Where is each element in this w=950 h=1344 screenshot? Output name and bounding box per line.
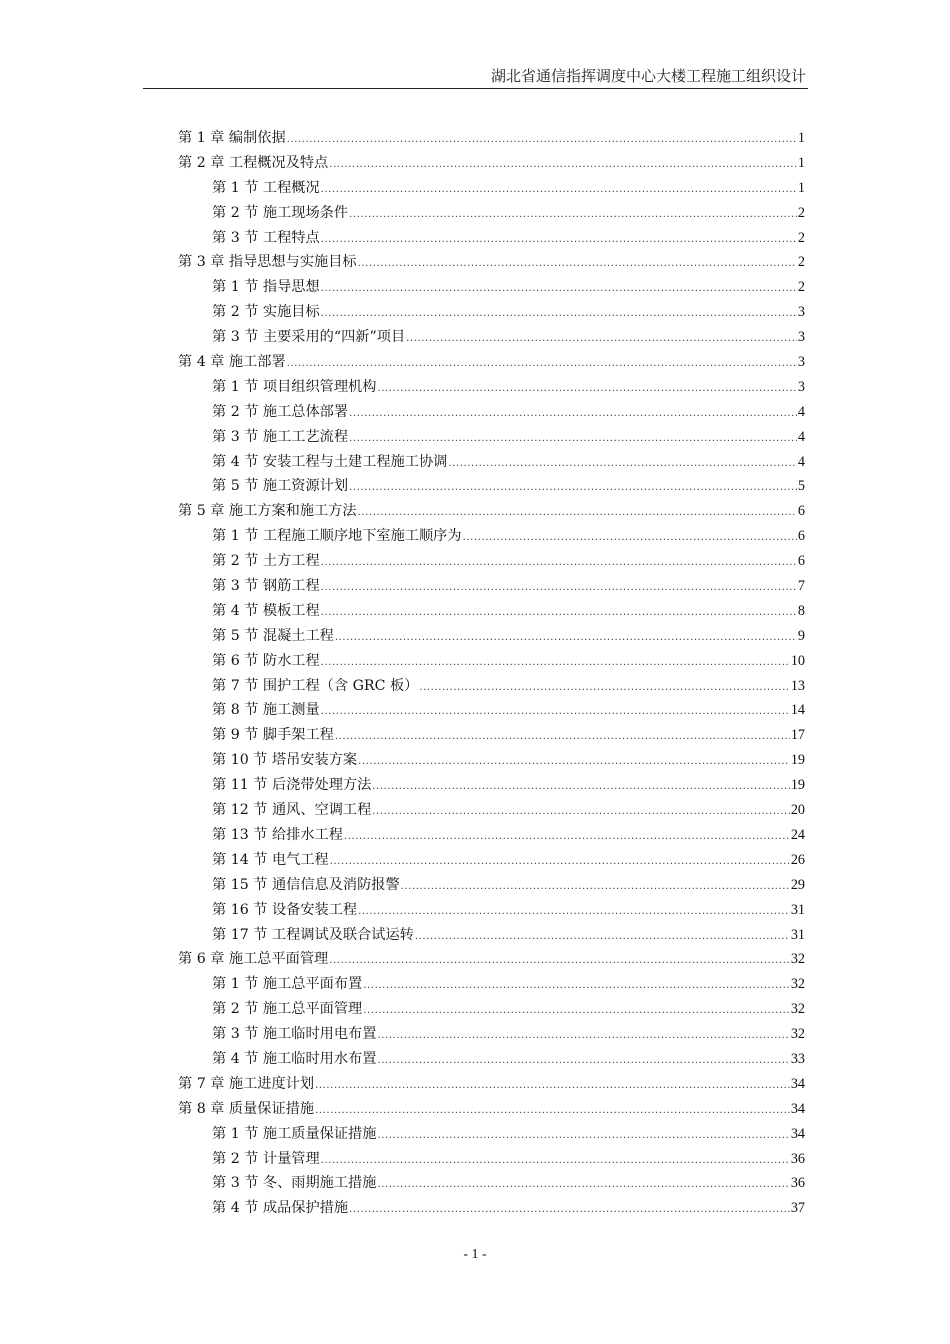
- toc-entry-page-number: 9: [797, 627, 805, 644]
- toc-entry-page-number: 31: [790, 926, 805, 943]
- toc-entry-label: 第 6 节 防水工程: [212, 652, 320, 669]
- toc-entry-label: 第 2 节 施工总体部署: [212, 403, 349, 420]
- toc-entry-label: 第 5 章 施工方案和施工方法: [178, 503, 357, 520]
- page-number: - 1 -: [463, 1247, 487, 1262]
- toc-entry-page-number: 37: [790, 1200, 805, 1217]
- toc-dot-leader: [415, 925, 790, 950]
- toc-section-entry[interactable]: [178, 425, 805, 450]
- toc-entry-label: 第 1 节 项目组织管理机构: [212, 378, 377, 395]
- toc-dot-leader: [349, 402, 797, 427]
- toc-section-entry[interactable]: [178, 574, 805, 599]
- toc-entry-page-number: 24: [790, 826, 805, 843]
- toc-dot-leader: [329, 949, 790, 974]
- toc-dot-leader: [315, 1074, 790, 1099]
- toc-section-entry[interactable]: [178, 1196, 805, 1221]
- toc-entry-label: 第 2 节 施工现场条件: [212, 204, 349, 221]
- toc-section-entry[interactable]: [178, 798, 805, 823]
- toc-entry-label: 第 2 节 实施目标: [212, 304, 320, 321]
- toc-section-entry[interactable]: [178, 698, 805, 723]
- toc-entry-page-number: 34: [790, 1100, 805, 1117]
- toc-section-entry[interactable]: [178, 723, 805, 748]
- toc-section-entry[interactable]: [178, 1022, 805, 1047]
- toc-dot-leader: [363, 974, 790, 999]
- toc-entry-page-number: 2: [797, 279, 805, 296]
- toc-dot-leader: [321, 302, 797, 327]
- toc-entry-page-number: 19: [790, 777, 805, 794]
- toc-dot-leader: [358, 750, 790, 775]
- toc-dot-leader: [377, 1049, 789, 1074]
- toc-entry-label: 第 3 节 施工工艺流程: [212, 428, 349, 445]
- toc-entry-page-number: 19: [790, 752, 805, 769]
- toc-entry-label: 第 2 节 计量管理: [212, 1150, 320, 1167]
- toc-entry-page-number: 34: [790, 1125, 805, 1142]
- toc-entry-page-number: 36: [790, 1150, 805, 1167]
- toc-section-entry[interactable]: [178, 773, 805, 798]
- toc-chapter-entry[interactable]: [178, 1097, 805, 1122]
- toc-entry-page-number: 17: [790, 727, 805, 744]
- toc-entry-label: 第 5 节 混凝土工程: [212, 627, 334, 644]
- toc-entry-label: 第 4 节 施工临时用水布置: [212, 1050, 377, 1067]
- toc-entry-label: 第 3 节 钢筋工程: [212, 578, 320, 595]
- toc-entry-label: 第 9 节 脚手架工程: [212, 727, 334, 744]
- toc-dot-leader: [372, 800, 790, 825]
- toc-section-entry[interactable]: [178, 325, 805, 350]
- toc-entry-page-number: 3: [797, 378, 805, 395]
- toc-entry-label: 第 1 节 工程概况: [212, 179, 320, 196]
- toc-entry-page-number: 31: [790, 901, 805, 918]
- toc-dot-leader: [321, 576, 797, 601]
- toc-entry-page-number: 32: [790, 976, 805, 993]
- toc-chapter-entry[interactable]: [178, 126, 805, 151]
- toc-dot-leader: [349, 476, 797, 501]
- toc-section-entry[interactable]: [178, 649, 805, 674]
- toc-entry-page-number: 3: [797, 354, 805, 371]
- toc-section-entry[interactable]: [178, 873, 805, 898]
- toc-entry-page-number: 7: [797, 578, 805, 595]
- toc-entry-label: 第 15 节 通信信息及消防报警: [212, 876, 400, 893]
- toc-entry-page-number: 4: [797, 453, 805, 470]
- toc-entry-page-number: 4: [797, 403, 805, 420]
- toc-dot-leader: [321, 1149, 790, 1174]
- toc-dot-leader: [287, 128, 797, 153]
- toc-dot-leader: [377, 1024, 789, 1049]
- toc-section-entry[interactable]: [178, 549, 805, 574]
- toc-entry-page-number: 2: [797, 254, 805, 271]
- toc-entry-page-number: 5: [797, 478, 805, 495]
- toc-dot-leader: [377, 377, 796, 402]
- toc-entry-label: 第 8 章 质量保证措施: [178, 1100, 315, 1117]
- toc-section-entry[interactable]: [178, 599, 805, 624]
- toc-dot-leader: [358, 900, 790, 925]
- toc-dot-leader: [321, 651, 790, 676]
- toc-entry-page-number: 20: [790, 802, 805, 819]
- toc-section-entry[interactable]: [178, 1171, 805, 1196]
- toc-section-entry[interactable]: [178, 275, 805, 300]
- toc-section-entry[interactable]: [178, 375, 805, 400]
- toc-entry-label: 第 3 节 施工临时用电布置: [212, 1026, 377, 1043]
- toc-dot-leader: [335, 626, 797, 651]
- toc-entry-page-number: 1: [797, 154, 805, 171]
- toc-entry-label: 第 1 节 施工质量保证措施: [212, 1125, 377, 1142]
- toc-section-entry[interactable]: [178, 1147, 805, 1172]
- toc-dot-leader: [287, 352, 797, 377]
- toc-dot-leader: [406, 327, 797, 352]
- document-title: 湖北省通信指挥调度中心大楼工程施工组织设计: [490, 67, 806, 85]
- toc-entry-page-number: 8: [797, 602, 805, 619]
- toc-dot-leader: [401, 875, 790, 900]
- toc-entry-label: 第 11 节 后浇带处理方法: [212, 777, 372, 794]
- toc-entry-page-number: 33: [790, 1050, 805, 1067]
- toc-dot-leader: [377, 1173, 789, 1198]
- toc-entry-page-number: 2: [797, 229, 805, 246]
- toc-section-entry[interactable]: [178, 997, 805, 1022]
- toc-dot-leader: [349, 427, 797, 452]
- toc-entry-label: 第 1 章 编制依据: [178, 130, 286, 146]
- toc-section-entry[interactable]: [178, 674, 805, 699]
- toc-entry-page-number: 3: [797, 329, 805, 346]
- toc-entry-page-number: 13: [790, 677, 805, 694]
- toc-entry-page-number: 2: [797, 204, 805, 221]
- toc-dot-leader: [363, 999, 790, 1024]
- toc-section-entry[interactable]: [178, 923, 805, 948]
- toc-entry-label: 第 12 节 通风、空调工程: [212, 802, 372, 819]
- toc-dot-leader: [377, 1124, 789, 1149]
- toc-entry-label: 第 1 节 工程施工顺序地下室施工顺序为: [212, 528, 462, 545]
- toc-entry-label: 第 4 节 安装工程与土建工程施工协调: [212, 453, 448, 470]
- toc-dot-leader: [321, 700, 790, 725]
- toc-entry-page-number: 32: [790, 951, 805, 968]
- toc-dot-leader: [349, 1198, 790, 1223]
- toc-section-entry[interactable]: [178, 848, 805, 873]
- toc-dot-leader: [321, 277, 797, 302]
- toc-dot-leader: [463, 526, 797, 551]
- toc-entry-page-number: 14: [790, 702, 805, 719]
- toc-entry-label: 第 16 节 设备安装工程: [212, 901, 358, 918]
- toc-dot-leader: [358, 252, 797, 277]
- toc-dot-leader: [315, 1099, 790, 1124]
- toc-chapter-entry[interactable]: [178, 499, 805, 524]
- toc-entry-page-number: 6: [797, 503, 805, 520]
- toc-entry-label: 第 3 节 冬、雨期施工措施: [212, 1175, 377, 1192]
- toc-dot-leader: [349, 203, 797, 228]
- toc-entry-label: 第 8 节 施工测量: [212, 702, 320, 719]
- toc-entry-label: 第 2 章 工程概况及特点: [178, 154, 329, 171]
- toc-section-entry[interactable]: [178, 400, 805, 425]
- toc-entry-page-number: 1: [797, 130, 805, 146]
- toc-chapter-entry[interactable]: [178, 947, 805, 972]
- toc-chapter-entry[interactable]: [178, 250, 805, 275]
- toc-entry-page-number: 1: [797, 179, 805, 196]
- toc-section-entry[interactable]: [178, 176, 805, 201]
- toc-entry-label: 第 1 节 施工总平面布置: [212, 976, 363, 993]
- toc-dot-leader: [358, 501, 797, 526]
- toc-chapter-entry[interactable]: [178, 1072, 805, 1097]
- toc-section-entry[interactable]: [178, 450, 805, 475]
- toc-entry-label: 第 1 节 指导思想: [212, 279, 320, 296]
- toc-entry-label: 第 6 章 施工总平面管理: [178, 951, 329, 968]
- toc-entry-page-number: 6: [797, 528, 805, 545]
- toc-entry-label: 第 4 节 成品保护措施: [212, 1200, 349, 1217]
- toc-dot-leader: [344, 825, 790, 850]
- toc-dot-leader: [321, 551, 797, 576]
- toc-dot-leader: [321, 601, 797, 626]
- toc-entry-page-number: 10: [790, 652, 805, 669]
- toc-entry-page-number: 3: [797, 304, 805, 321]
- toc-entry-label: 第 2 节 土方工程: [212, 553, 320, 570]
- toc-entry-page-number: 4: [797, 428, 805, 445]
- toc-entry-label: 第 3 节 工程特点: [212, 229, 320, 246]
- toc-section-entry[interactable]: [178, 1047, 805, 1072]
- toc-chapter-entry[interactable]: [178, 151, 805, 176]
- toc-entry-label: 第 17 节 工程调试及联合试运转: [212, 926, 414, 943]
- toc-chapter-entry[interactable]: [178, 350, 805, 375]
- toc-entry-page-number: 29: [790, 876, 805, 893]
- toc-entry-page-number: 36: [790, 1175, 805, 1192]
- toc-entry-page-number: 34: [790, 1075, 805, 1092]
- toc-entry-label: 第 3 节 主要采用的“四新”项目: [212, 329, 406, 346]
- toc-entry-page-number: 32: [790, 1026, 805, 1043]
- toc-dot-leader: [329, 153, 797, 178]
- toc-section-entry[interactable]: [178, 474, 805, 499]
- toc-entry-page-number: 6: [797, 553, 805, 570]
- toc-dot-leader: [419, 676, 789, 701]
- toc-section-entry[interactable]: [178, 972, 805, 997]
- page-header: [143, 66, 808, 89]
- toc-entry-label: 第 5 节 施工资源计划: [212, 478, 349, 495]
- toc-entry-label: 第 13 节 给排水工程: [212, 826, 343, 843]
- toc-entry-page-number: 32: [790, 1001, 805, 1018]
- toc-dot-leader: [321, 228, 797, 253]
- toc-dot-leader: [321, 178, 797, 203]
- toc-entry-page-number: 26: [790, 851, 805, 868]
- toc-dot-leader: [330, 850, 790, 875]
- toc-section-entry[interactable]: [178, 1122, 805, 1147]
- toc-entry-label: 第 7 节 围护工程（含 GRC 板）: [212, 677, 419, 694]
- toc-section-entry[interactable]: [178, 300, 805, 325]
- toc-section-entry[interactable]: [178, 624, 805, 649]
- toc-section-entry[interactable]: [178, 823, 805, 848]
- toc-section-entry[interactable]: [178, 898, 805, 923]
- toc-entry-label: 第 3 章 指导思想与实施目标: [178, 254, 357, 271]
- table-of-contents: [178, 126, 805, 1221]
- toc-section-entry[interactable]: [178, 524, 805, 549]
- toc-dot-leader: [372, 775, 790, 800]
- toc-entry-label: 第 4 节 模板工程: [212, 602, 320, 619]
- toc-section-entry[interactable]: [178, 748, 805, 773]
- toc-dot-leader: [448, 452, 797, 477]
- toc-entry-label: 第 10 节 塔吊安装方案: [212, 752, 358, 769]
- toc-entry-label: 第 7 章 施工进度计划: [178, 1075, 315, 1092]
- toc-entry-label: 第 4 章 施工部署: [178, 354, 286, 371]
- toc-entry-label: 第 2 节 施工总平面管理: [212, 1001, 363, 1018]
- toc-section-entry[interactable]: [178, 226, 805, 251]
- toc-dot-leader: [335, 725, 790, 750]
- toc-section-entry[interactable]: [178, 201, 805, 226]
- toc-entry-label: 第 14 节 电气工程: [212, 851, 329, 868]
